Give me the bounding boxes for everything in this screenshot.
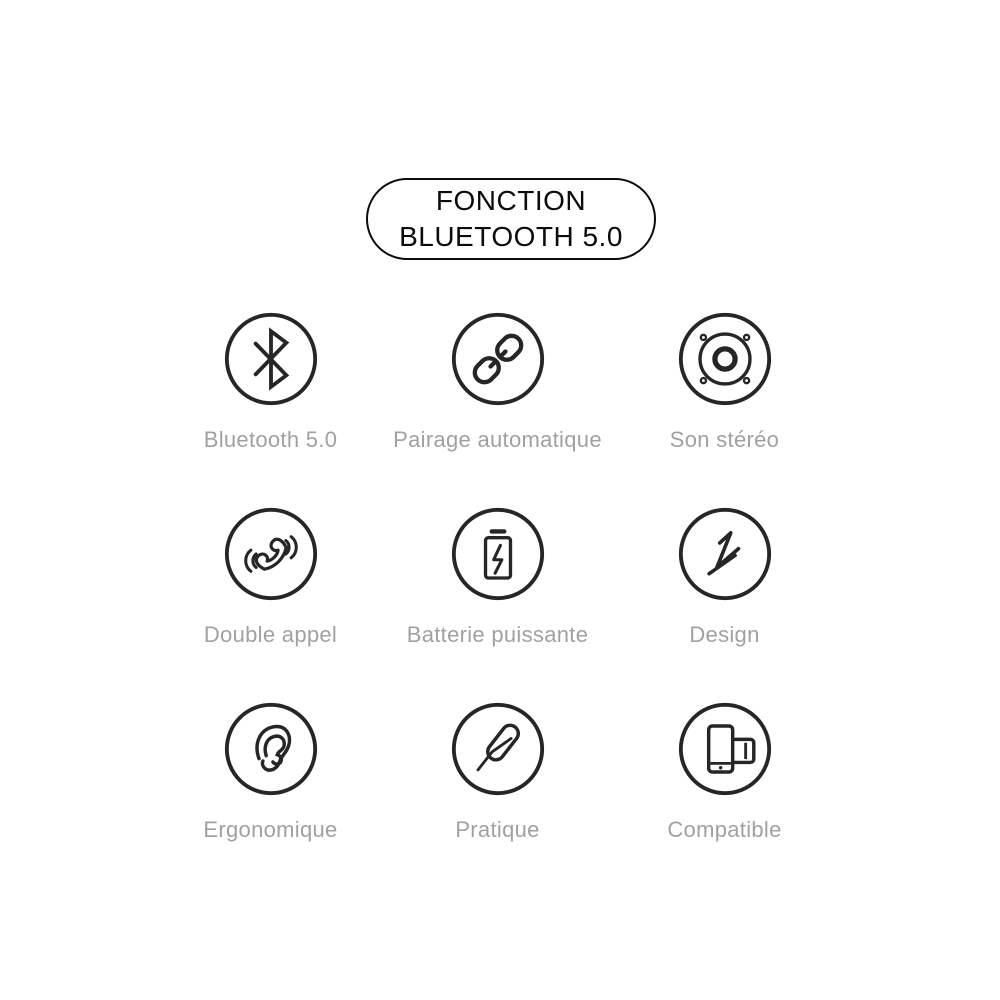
feature-lightweight	[384, 701, 611, 896]
feature-dual-call	[157, 506, 384, 701]
feature-stereo	[611, 311, 838, 506]
pencil-stroke-icon	[677, 506, 773, 602]
feature-design	[611, 506, 838, 701]
feature-label: Pairage automatique	[393, 427, 602, 452]
feature-grid	[157, 311, 838, 896]
feature-ergonomic	[157, 701, 384, 896]
feature-bluetooth	[157, 311, 384, 506]
feature-label: Batterie puissante	[406, 622, 589, 647]
phone-devices-icon	[677, 701, 773, 797]
feature-label: Double appel	[203, 622, 338, 647]
speaker-icon	[677, 311, 773, 407]
feature-battery	[384, 506, 611, 701]
feature-compatible	[611, 701, 838, 896]
phone-call-icon	[223, 506, 319, 602]
feature-label: Compatible	[667, 817, 782, 842]
feather-icon	[450, 701, 546, 797]
feature-label: Son stéréo	[669, 427, 780, 452]
feature-label: Pratique	[455, 817, 540, 842]
ear-icon	[223, 701, 319, 797]
battery-charging-icon	[450, 506, 546, 602]
header-title-line2: BLUETOOTH 5.0	[399, 221, 623, 252]
bluetooth-icon	[223, 311, 319, 407]
feature-label: Design	[689, 622, 760, 647]
header-capsule	[366, 178, 656, 260]
feature-label: Ergonomique	[203, 817, 338, 842]
header-title-line1: FONCTION	[435, 185, 587, 216]
chain-link-icon	[450, 311, 546, 407]
feature-label: Bluetooth 5.0	[203, 427, 338, 452]
feature-pairing	[384, 311, 611, 506]
